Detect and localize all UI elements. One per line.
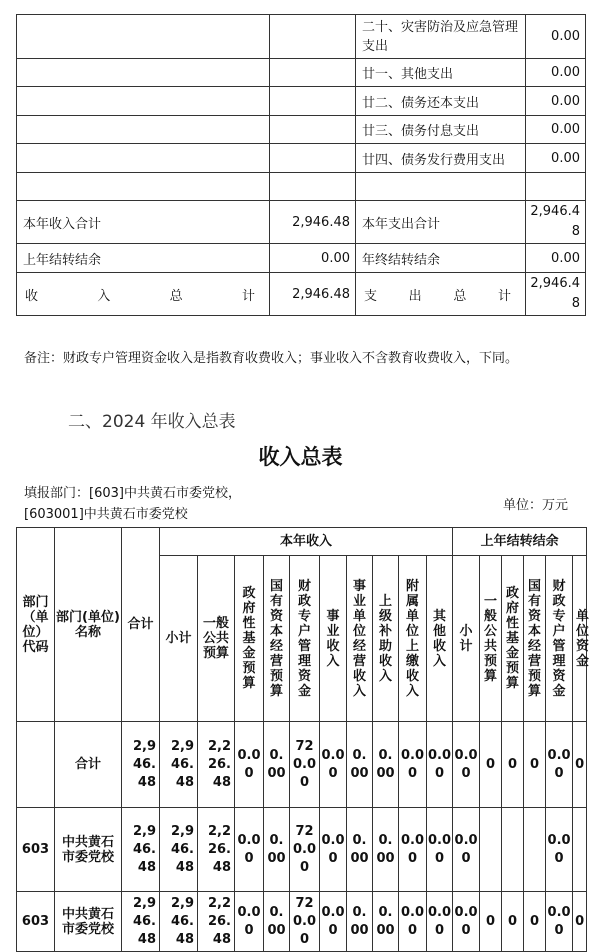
value-cell: 0	[480, 722, 502, 808]
table-row	[17, 892, 587, 952]
header-col: 政府性基金预算	[502, 556, 524, 722]
value-cell: 0.00	[427, 892, 453, 952]
value-cell: 0.00	[347, 808, 373, 892]
expense-item-label: 廿三、债务付息支出	[356, 116, 526, 144]
expense-item-label: 廿一、其他支出	[356, 59, 526, 87]
table-row-empty	[17, 173, 586, 201]
value-cell: 0.00	[399, 722, 427, 808]
table-row	[17, 244, 586, 273]
prev-balance-label: 上年结转结余	[17, 244, 270, 273]
value-cell: 720.00	[290, 892, 320, 952]
expense-item-value: 0.00	[526, 87, 586, 116]
value-cell: 2,226.48	[198, 722, 235, 808]
value-cell: 0.00	[373, 722, 399, 808]
value-cell: 0	[502, 722, 524, 808]
grand-income-label: 收 入 总 计	[25, 288, 255, 304]
value-cell: 0.00	[347, 892, 373, 952]
header-current-year-income: 本年收入	[160, 528, 453, 556]
grand-income-value: 2,946.48	[270, 273, 356, 316]
value-cell: 0	[573, 722, 587, 808]
expense-item-value: 0.00	[526, 116, 586, 144]
value-cell: 720.00	[290, 722, 320, 808]
value-cell: 0.00	[546, 808, 573, 892]
value-cell: 0.00	[235, 892, 264, 952]
value-cell	[524, 808, 546, 892]
value-cell: 0.00	[453, 722, 480, 808]
value-cell: 0.00	[427, 722, 453, 808]
table-row	[17, 87, 586, 116]
value-cell: 0.00	[320, 722, 347, 808]
expense-item-label: 廿四、债务发行费用支出	[356, 144, 526, 173]
header-col: 事业单位经营收入	[347, 556, 373, 722]
value-cell: 0.00	[453, 892, 480, 952]
value-cell: 0.00	[399, 808, 427, 892]
table-row	[17, 116, 586, 144]
table-row	[17, 201, 586, 244]
section-title: 二、2024 年收入总表	[68, 412, 236, 432]
expense-item-value: 0.00	[526, 144, 586, 173]
value-cell: 0.00	[264, 892, 290, 952]
header-col: 财政专户管理资金	[546, 556, 573, 722]
value-cell: 0.00	[546, 892, 573, 952]
value-cell: 0	[502, 892, 524, 952]
value-cell: 0.00	[235, 808, 264, 892]
value-cell: 2,226.48	[198, 808, 235, 892]
value-cell: 0	[573, 892, 587, 952]
income-total-value: 2,946.48	[270, 201, 356, 244]
header-col: 小计	[453, 556, 480, 722]
value-cell: 0	[524, 722, 546, 808]
year-end-balance-label: 年终结转结余	[356, 244, 526, 273]
header-col: 其他收入	[427, 556, 453, 722]
header-col: 事业收入	[320, 556, 347, 722]
expense-total-label: 本年支出合计	[356, 201, 526, 244]
table-row	[17, 144, 586, 173]
income-total-label: 本年收入合计	[17, 201, 270, 244]
expense-item-label: 二十、灾害防治及应急管理支出	[356, 15, 526, 59]
value-cell: 0.00	[347, 722, 373, 808]
grand-expense-label: 支 出 总 计	[364, 288, 511, 304]
value-cell: 0.00	[320, 892, 347, 952]
header-dept-name: 部门(单位)名称	[55, 528, 122, 722]
value-cell: 2,946.48	[160, 892, 198, 952]
value-cell: 0	[524, 892, 546, 952]
value-cell: 0.00	[427, 808, 453, 892]
header-row	[17, 528, 587, 556]
table-row	[17, 15, 586, 59]
unit-label: 单位：万元	[503, 498, 569, 513]
value-cell: 0	[480, 892, 502, 952]
header-col: 一般公共预算	[480, 556, 502, 722]
total-cell: 2,946.48	[122, 808, 160, 892]
dept-code-cell: 603	[17, 892, 55, 952]
value-cell: 0.00	[399, 892, 427, 952]
header-col: 国有资本经营预算	[524, 556, 546, 722]
remark-note: 备注：财政专户管理资金收入是指教育收费收入；事业收入不含教育收费收入，下同。	[24, 351, 519, 366]
header-total: 合计	[122, 528, 160, 722]
header-col: 上级补助收入	[373, 556, 399, 722]
dept-code-cell	[17, 722, 55, 808]
value-cell: 0.00	[453, 808, 480, 892]
value-cell: 0.00	[373, 892, 399, 952]
header-col: 一般公共预算	[198, 556, 235, 722]
table-title: 收入总表	[258, 444, 343, 469]
header-col: 国有资本经营预算	[264, 556, 290, 722]
value-cell: 720.00	[290, 808, 320, 892]
table-row	[17, 59, 586, 87]
dept-code-cell: 603	[17, 808, 55, 892]
header-col: 附属单位上缴收入	[399, 556, 427, 722]
grand-expense-value: 2,946.48	[526, 273, 586, 316]
income-summary-table	[16, 527, 590, 952]
table-row	[17, 808, 587, 892]
header-col: 单位资金	[573, 556, 587, 722]
value-cell: 0.00	[320, 808, 347, 892]
table-row	[17, 722, 587, 808]
value-cell: 2,946.48	[160, 722, 198, 808]
header-col: 政府性基金预算	[235, 556, 264, 722]
total-cell: 2,946.48	[122, 722, 160, 808]
expense-item-label: 廿二、债务还本支出	[356, 87, 526, 116]
value-cell: 0.00	[264, 808, 290, 892]
value-cell	[573, 808, 587, 892]
prev-balance-value: 0.00	[270, 244, 356, 273]
expense-total-value: 2,946.48	[526, 201, 586, 244]
year-end-balance-value: 0.00	[526, 244, 586, 273]
value-cell: 0.00	[546, 722, 573, 808]
header-col: 财政专户管理资金	[290, 556, 320, 722]
dept-name-cell: 中共黄石市委党校	[55, 892, 122, 952]
fill-department: 填报部门：[603]中共黄石市委党校， [603001]中共黄石市委党校	[24, 486, 241, 522]
value-cell: 0.00	[264, 722, 290, 808]
value-cell: 0.00	[235, 722, 264, 808]
dept-name-cell: 中共黄石市委党校	[55, 808, 122, 892]
header-dept-code: 部门（单位）代码	[17, 528, 55, 722]
value-cell	[502, 808, 524, 892]
value-cell: 2,946.48	[160, 808, 198, 892]
table-row	[17, 273, 586, 316]
header-col: 小计	[160, 556, 198, 722]
value-cell: 2,226.48	[198, 892, 235, 952]
expense-item-value: 0.00	[526, 59, 586, 87]
header-prev-year-balance: 上年结转结余	[453, 528, 587, 556]
expense-item-value: 0.00	[526, 15, 586, 59]
value-cell: 0.00	[373, 808, 399, 892]
value-cell	[480, 808, 502, 892]
income-expense-summary-table	[16, 14, 586, 316]
dept-name-cell: 合计	[55, 722, 122, 808]
total-cell: 2,946.48	[122, 892, 160, 952]
